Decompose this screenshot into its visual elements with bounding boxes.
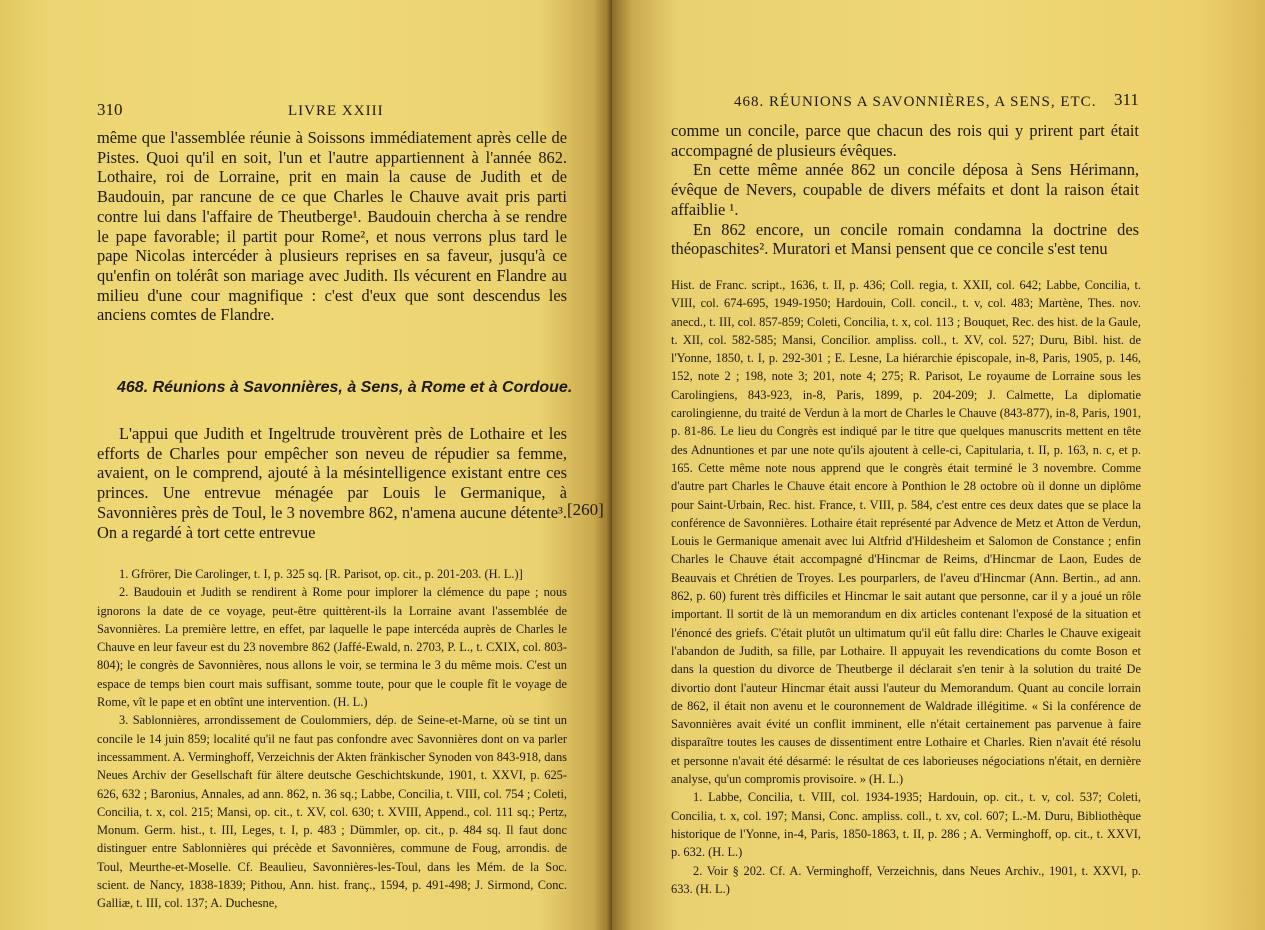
footnote: 3. Sablonnières, arrondissement de Coulommiers, dép. de Seine-et-Marne, où se tint un concile le 14 juin 859; localité qu'il ne faut pas confondre avec Savonnières dont on va parler incessamment. A. Verminghoff, Verzeichnis der Akten fränkischer Synoden von 843-918, dans Neues Archiv der Gesellschaft für ältere deutsche Geschichtskunde, 1901, t. XXVI, p. 625-626, 632 ; Baronius, Annales, ad ann. 862, n. 36 sq.; Labbe, Concilia, t. VIII, col. 754 ; Coleti, Concilia, t. x, col. 215; Mansi, op. cit., t. XV, col. 630; t. XVIII, Append., col. 111 sq.; Pertz, Monum. Germ. hist., t. III, Leges, t. I, p. 483 ; Dümmler, op. cit., p. 484 sq. Il faut donc distinguer entre Sablonnières qui précède et Savonnières, commune de Foug, arrondis. de Toul, Meurthe-et-Moselle. Cf. Beaulieu, Savonnières-les-Toul, dans les Mém. de la Soc. scient. de Nancy, 1838-1839; Pithou, Ann. hist. franç., 1594, p. 491-498; J. Sirmond, Conc. Galliæ, t. III, col. 137; A. Duchesne, (97, 713, 567, 911)
footnote-continuation: Hist. de Franc. script., 1636, t. II, p. 436; Coll. regia, t. XXII, col. 642; Labbe, Concilia, t. VIII, col. 674-695, 1949-1950; Hardouin, Coll. concil., t. v, col. 483; Martène, Thes. nov. anecd., t. III, col. 857-859; Coleti, Concilia, t. x, col. 113 ; Bouquet, Rec. des hist. de la Gaule, t. XII, col. 582-585; Mansi, Concilior. ampliss. coll., t. XV, col. 527; Duru, Bibl. hist. de l'Yonne, 1850, t. I, p. 292-301 ; E. Lesne, La hiérarchie épiscopale, in-8, Paris, 1905, p. 146, 152, note 2 ; 198, note 3; 201, note 4; 275; R. Parisot, Le royaume de Lorraine sous les Carolingiens, 843-923, in-8, Paris, 1899, p. 204-209; J. Calmette, La diplomatie carolingienne, du traité de Verdun à la mort de Charles le Chauve (843-877), in-8, Paris, 1901, p. 81-86. Le lieu du Congrès est indiqué par le titre que quelques manuscrits mettent en tête des Adnuntiones et par une note qu'ils ajoutent à celle-ci, Capitularia, t. II, p. 163, n. c, et p. 165. Cette même note nous apprend que le congrès était terminé le 3 novembre. Comme d'autre part Charles le Chauve était encore à Ponthion le 28 octobre où il donne un diplôme pour Saint-Urbain, Rec. hist. France, t. VIII, p. 584, c'est entre ces deux dates que se place la conférence de Savonnières. Lothaire était représenté par Advence de Metz et Atton de Verdun, Louis le Germanique amenait avec lui Altfrid d'Hildesheim et Salomon de Constance ; enfin Charles le Chauve était accompagné d'Hincmar de Reims, d'Hincmar de Laon, Eudes de Beauvais et Chrétien de Troyes. Les pourparlers, de l'aveu d'Hincmar (Ann. Bertin., ad ann. 862, p. 60) furent très difficiles et Hincmar le sait autant que personne, car il y a joué un rôle important. Il sortit de là un memorandum en dix articles contenant l'exposé de la situation et l'énoncé des griefs. C'était plutôt un ultimatum qu'il eût fallu dire: Charles le Chauve exigeait l'abandon de Judith, sa fille, par Lothaire. Il appuyait les revendications du comte Boson et dans la question du divorce de Theutberge il déclarait s'en tenir à la solution du traité De divortio dont l'auteur Hincmar était aussi l'auteur du Memorandum. Quant au concile lorrain de 862, il était non avenu et le couronnement de Waldrade illégitime. « Si la conférence de Savonnières avait évité un conflit imminent, elle n'était certainement pas parvenue à faire disparaître toutes les causes de dissentiment entre Lothaire et Charles. Rien n'avait été résolu et personne n'avait été désarmé: le résultat de ces laborieuses négociations n'était, en dernière analyse, qu'un compromis provisoire. » (H. L.) (671, 278, 1141, 787)
paragraph: comme un concile, parce que chacun des rois qui y prirent part était accompagné de plusieurs évêques. (671, 121, 1139, 160)
footnote: 1. Gfrörer, Die Carolinger, t. I, p. 325 sq. [R. Parisot, op. cit., p. 201-203. (H. L.)] (119, 567, 523, 581)
paragraph: même que l'assemblée réunie à Soissons immédiatement après celle de Pistes. Quoi qu'il en soit, l'un et l'autre appartiennent à l'année 862. Lothaire, roi de Lorraine, prit en main la cause de Judith et de Baudouin, par rancune de ce que Charles le Chauve avait pris parti contre lui dans l'affaire de Theutberge¹. Baudouin chercha à se rendre le pape favorable; il partit pour Rome², et nous verrons plus tard le pape Nicolas intercéder à plusieurs reprises en sa faveur, jusqu'à ce qu'enfin on tolérât son mariage avec Judith. Ils vécurent en Flandre au milieu d'une cour magnifique : c'est d'eux que sont descendus les anciens comtes de Flandre. (97, 128, 567, 325)
footnotes (671, 276, 1141, 898)
body-text (671, 121, 1139, 259)
section-title: 468. Réunions à Savonnières, à Sens, à Rome et à Cordoue. (117, 379, 573, 396)
margin-number: [260] (567, 500, 604, 519)
left-page (0, 0, 612, 930)
paragraph: L'appui que Judith et Ingeltrude trouvèrent près de Lothaire et les efforts de Charles pour empêcher son neveu de répudier sa femme, avaient, on le comprend, ajouté à la mésintelligence existant entre ces princes. Une entrevue ménagée par Louis le Germanique, à Savonnières près de Toul, le 3 novembre 862, n'amena aucune détente³. On a regardé à tort cette entrevue (97, 424, 567, 542)
page-number: 311 (1114, 90, 1139, 109)
page-number: 310 (97, 100, 123, 119)
footnote: 2. Voir § 202. Cf. A. Verminghoff, Verzeichnis, dans Neues Archiv., 1901, t. XXVI, p. 633. (H. L.) (671, 863, 1141, 896)
body-text (97, 128, 567, 325)
running-header: 468. RÉUNIONS A SAVONNIÈRES, A SENS, ETC. (734, 94, 1097, 110)
body-text (97, 424, 567, 542)
right-page (612, 0, 1265, 930)
paragraph: En 862 encore, un concile romain condamna la doctrine des théopaschites². Muratori et Mansi pensent que ce concile s'est tenu (671, 219, 1139, 259)
footnote: 2. Baudouin et Judith se rendirent à Rome pour implorer la clémence du pape ; nous ignorons la date de ce voyage, peut-être quittèrent-ils la Lorraine avant l'assemblée de Savonnières. La première lettre, en effet, par laquelle le pape intercéda auprès de Charles le Chauve en leur faveur est du 23 novembre 862 (Jaffé-Ewald, n. 2703, P. L., t. CXIX, col. 803-804); le congrès de Savonnières, nous allons le voir, se termina le 3 du même mois. C'est un espace de temps bien court mais suffisant, somme toute, pour que le couple fît le voyage de Rome, vît le pape et en obtînt une intervention. (H. L.) (97, 585, 567, 710)
footnote: 1. Labbe, Concilia, t. VIII, col. 1934-1935; Hardouin, op. cit., t. v, col. 537; Coleti, Concilia, t. x, col. 197; Mansi, Conc. ampliss. coll., t. xv, col. 607; L.-M. Duru, Bibliothèque historique de l'Yonne, in-4, Paris, 1850-1863, t. II, p. 286 ; A. Verminghoff, op. cit., t. XXVI, p. 632. (H. L.) (671, 790, 1141, 860)
footnotes (97, 565, 567, 913)
running-header: LIVRE XXIII (288, 103, 384, 119)
paragraph: En cette même année 862 un concile déposa à Sens Hérimann, évêque de Nevers, coupable de divers méfaits et dont la raison était affaiblie ¹. (671, 160, 1139, 219)
